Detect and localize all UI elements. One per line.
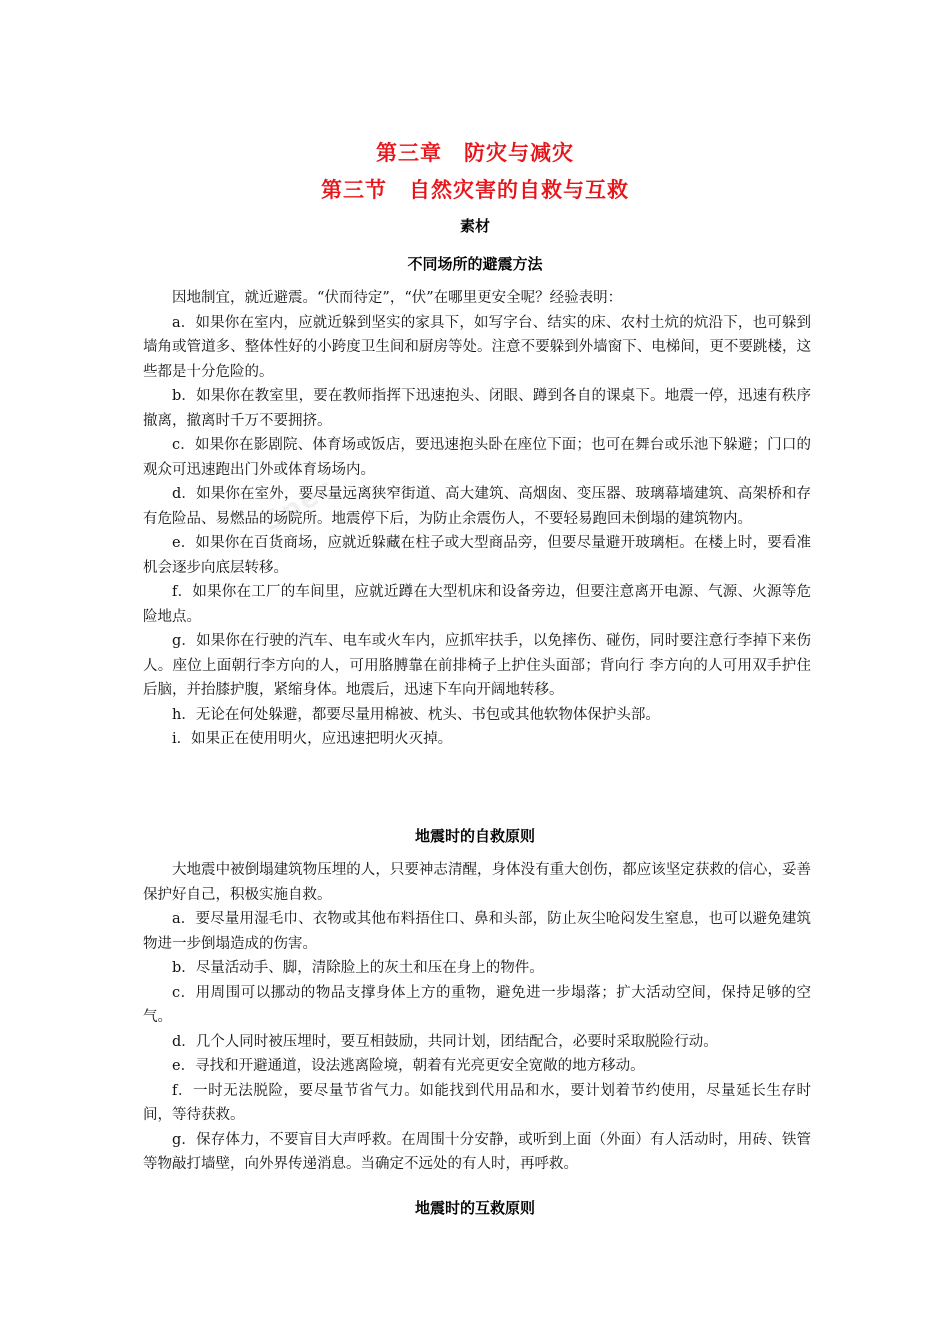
- paragraph: c．用周围可以挪动的物品支撑身体上方的重物，避免进一步塌落；扩大活动空间，保持足够的空气。: [143, 984, 811, 1025]
- paragraph: b．如果你在教室里，要在教师指挥下迅速抱头、闭眼、蹲到各自的课桌下。地震一停，迅速有秩序撤离，撤离时千万不要拥挤。: [143, 388, 811, 429]
- paragraph: h．无论在何处躲避，都要尽量用棉被、枕头、书包或其他软物体保护头部。: [172, 706, 660, 723]
- paragraph: a．如果你在室内，应就近躲到坚实的家具下，如写字台、结实的床、农村土炕的炕沿下，也可躲到墙角或管道多、整体性好的小跨度卫生间和厨房等处。注意不要躲到外墙窗下、电梯间，更不要跳楼，这些都是十分危险的。: [143, 314, 811, 380]
- paragraph: f．如果你在工厂的车间里，应就近蹲在大型机床和设备旁边，但要注意离开电源、气源、火源等危险地点。: [143, 584, 811, 625]
- material-label: 素材: [459, 217, 490, 235]
- paragraph: b．尽量活动手、脚，清除脸上的灰土和压在身上的物件。: [172, 960, 544, 976]
- chapter-title: 第三章 防灾与减灾: [376, 141, 574, 165]
- paragraph: e．如果你在百货商场，应就近躲藏在柱子或大型商品旁，但要尽量避开玻璃柜。在楼上时，要看准机会逐步向底层转移。: [143, 535, 811, 576]
- paragraph: 大地震中被倒塌建筑物压埋的人，只要神志清醒，身体没有重大创伤，都应该坚定获救的信心，妥善保护好自己，积极实施自救。: [143, 862, 811, 903]
- section1-body: [143, 286, 811, 752]
- paragraph: c．如果你在影剧院、体育场或饭店，要迅速抱头卧在座位下面；也可在舞台或乐池下躲避；门口的观众可迅速跑出门外或体育场场内。: [143, 437, 811, 478]
- paragraph: i．如果正在使用明火，应迅速把明火灭掉。: [172, 731, 453, 747]
- paragraph: f．一时无法脱险，要尽量节省气力。如能找到代用品和水，要计划着节约使用，尽量延长生存时间，等待获救。: [143, 1082, 811, 1123]
- watermark: Spec: [257, 472, 341, 538]
- paragraph: 因地制宜，就近避震。“伏而待定”，“伏”在哪里更安全呢？经验表明：: [172, 290, 623, 306]
- section2-heading: 地震时的自救原则: [414, 827, 535, 845]
- paragraph: g．如果你在行驶的汽车、电车或火车内，应抓牢扶手，以免摔伤、碰伤，同时要注意行李掉下来伤人。座位上面朝行李方向的人，可用胳膊靠在前排椅子上护住头面部；背向行 李方向的人可用双手护住后脑，并抬膝护腹，紧缩身体。地震后，迅速下车向开阔地转移。: [143, 633, 811, 698]
- paragraph: e．寻找和开避通道，设法逃离险境，朝着有光亮更安全宽敞的地方移动。: [172, 1058, 645, 1074]
- paragraph: g．保存体力，不要盲目大声呼救。在周围十分安静，或听到上面（外面）有人活动时，用砖、铁管等物敲打墙壁，向外界传递消息。当确定不远处的有人时，再呼救。: [143, 1131, 811, 1172]
- paragraph: d．几个人同时被压埋时，要互相鼓励，共同计划，团结配合，必要时采取脱险行动。: [172, 1033, 718, 1050]
- section2-body: [143, 858, 811, 1177]
- section1-heading: 不同场所的避震方法: [407, 255, 543, 273]
- paragraph: d．如果你在室外，要尽量远离狭窄街道、高大建筑、高烟囱、变压器、玻璃幕墙建筑、高架桥和存有危险品、易燃品的场院所。地震停下后，为防止余震伤人，不要轻易跑回未倒塌的建筑物内。: [143, 486, 811, 527]
- section3-heading: 地震时的互救原则: [414, 1199, 535, 1217]
- section-title: 第三节 自然灾害的自救与互救: [321, 178, 629, 202]
- paragraph: a．要尽量用湿毛巾、衣物或其他布料捂住口、鼻和头部，防止灰尘呛闷发生窒息，也可以避免建筑物进一步倒塌造成的伤害。: [143, 911, 811, 952]
